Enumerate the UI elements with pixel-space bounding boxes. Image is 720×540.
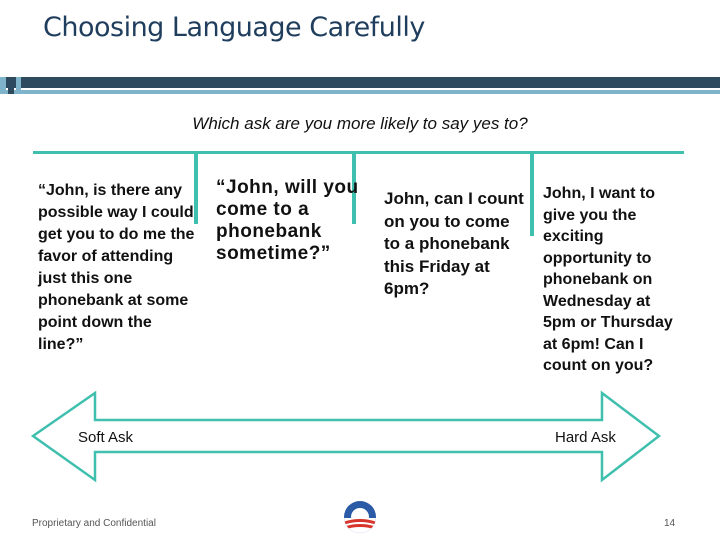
page-number: 14 [664, 518, 676, 529]
footer-confidential: Proprietary and Confidential [32, 518, 156, 529]
option-3-text: John, can I count on you to come to a phonebank this Friday at 6pm? [384, 189, 524, 298]
campaign-logo-icon [343, 500, 377, 534]
hard-ask-label: Hard Ask [555, 429, 616, 446]
slide-title: Choosing Language Carefully [43, 12, 425, 43]
option-4-text: John, I want to give you the exciting opportunity to phonebank on Wednesday at 5pm or Thursday at 6pm! Can I count on you? [543, 185, 673, 374]
question-text: Which ask are you more likely to say yes to? [192, 114, 528, 133]
soft-ask-label: Soft Ask [78, 429, 134, 446]
option-1-text: “John, is there any possible way I could get you to do me the favor of attending just this one phonebank at some point down the line?” [38, 182, 195, 353]
option-2-text: “John, will you come to a phonebank sometime?” [216, 177, 359, 264]
